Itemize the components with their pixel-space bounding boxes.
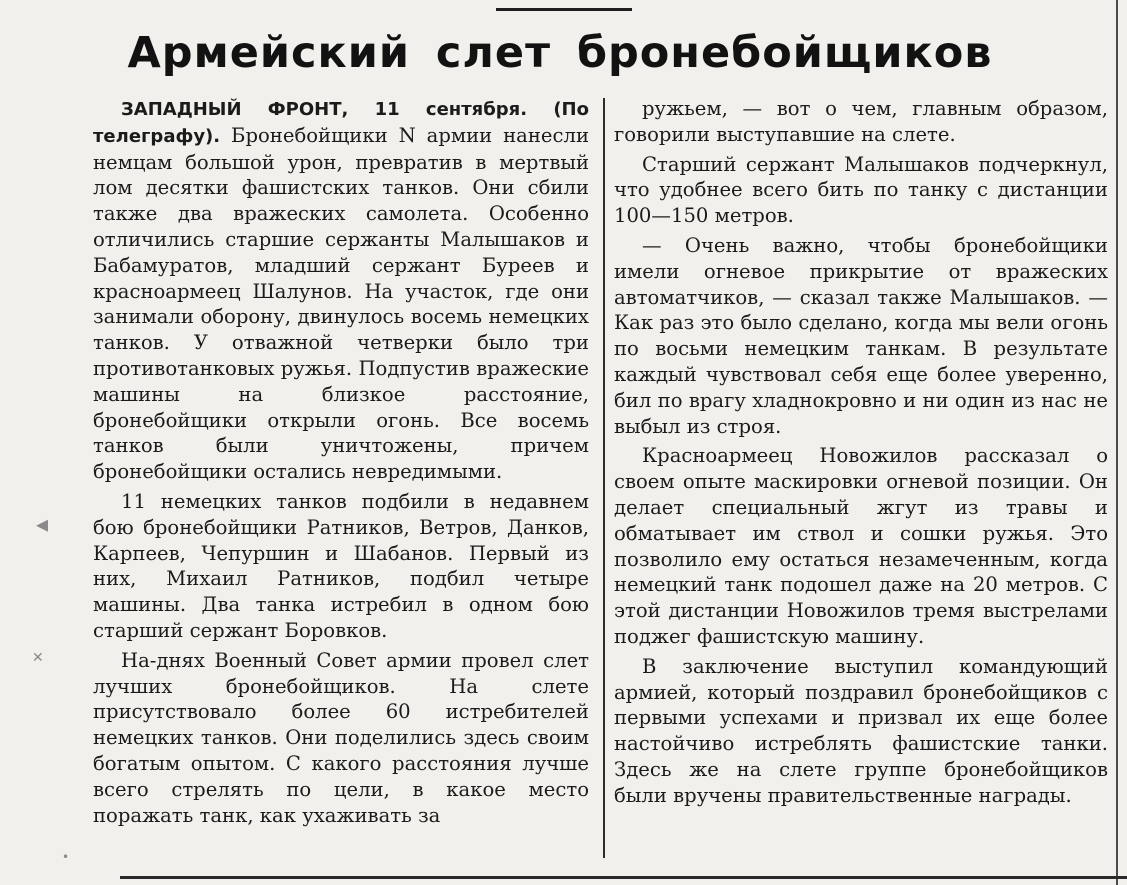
article-paragraph-5: Старший сержант Малышаков подчеркнул, что удобнее всего бить по танку с дистанции 100—150 метров. — [614, 152, 1108, 228]
article-paragraph-1 — [93, 96, 589, 485]
bottom-rule — [120, 876, 1127, 879]
article-paragraph-6: — Очень важно, чтобы бронебойщики имели огневое прикрытие от вражеских автоматчиков, — сказал также Малышаков. — Как раз это было сделано, когда мы вели огонь по восьми немецким танкам. В результате каждый чувствовал себя еще более уверенно, бил по врагу хладнокровно и ни один из нас не выбыл из строя. — [614, 233, 1108, 438]
top-rule — [496, 8, 632, 11]
article-paragraph-1-text: Бронебойщики N армии нанесли немцам большой урон, превратив в мертвый лом десятки фашистских танков. Они сбили также два вражеских самолета. Особенно отличились старшие сержанты Малышаков и Бабамуратов, младший сержант Буреев и красноармеец Шалунов. На участок, где они занимали оборону, двинулось восемь немецких танков. У отважной четверки было три противотанковых ружья. Подпустив вражеские машины на близкое расстояние, бронебойщики открыли огонь. Все восемь танков были уничтожены, причем бронебойщики остались невредимыми. — [93, 123, 590, 484]
article-column-left — [93, 96, 589, 832]
article-paragraph-8: В заключение выступил командующий армией, который поздравил бронебойщиков с первыми успехами и призвал их еще более настойчиво истреблять фашистские танки. Здесь же на слете группе бронебойщиков были вручены правительственные награды. — [614, 654, 1108, 807]
article-dateline: ЗАПАДНЫЙ ФРОНТ, 11 сентября. (По телеграфу). — [93, 99, 589, 147]
page-right-edge — [1116, 0, 1118, 885]
article-paragraph-2: 11 немецких танков подбили в недавнем бою бронебойщики Ратников, Ветров, Данков, Карпеев, Чепуршин и Шабанов. Первый из них, Михаил Ратников, подбил четыре машины. Два танка истребил в одном бою старший сержант Боровков. — [93, 489, 589, 642]
article-headline: Армейский слет бронебойщиков — [127, 28, 993, 78]
scan-speck-icon: ✕ — [32, 650, 44, 666]
scan-mark-icon: ◂ — [36, 510, 49, 538]
article-paragraph-3: На-днях Военный Совет армии провел слет лучших бронебойщиков. На слете присутствовало более 60 истребителей немецких танков. Они поделились здесь своим богатым опытом. С какого расстояния лучше всего стрелять по цели, в какое место поражать танк, как ухаживать за — [93, 648, 589, 827]
article-paragraph-4: ружьем, — вот о чем, главным образом, говорили выступавшие на слете. — [614, 97, 1108, 146]
column-divider — [603, 98, 605, 858]
scan-dot-icon: • — [62, 850, 70, 864]
article-paragraph-7: Красноармеец Новожилов рассказал о своем опыте маскировки огневой позиции. Он делает специальный жгут из травы и обматывает им ствол и сошки ружья. Это позволило ему остаться незамеченным, когда немецкий танк подошел даже на 20 метров. С этой дистанции Новожилов тремя выстрелами поджег фашистскую машину. — [614, 444, 1108, 648]
article-column-right — [614, 96, 1108, 813]
